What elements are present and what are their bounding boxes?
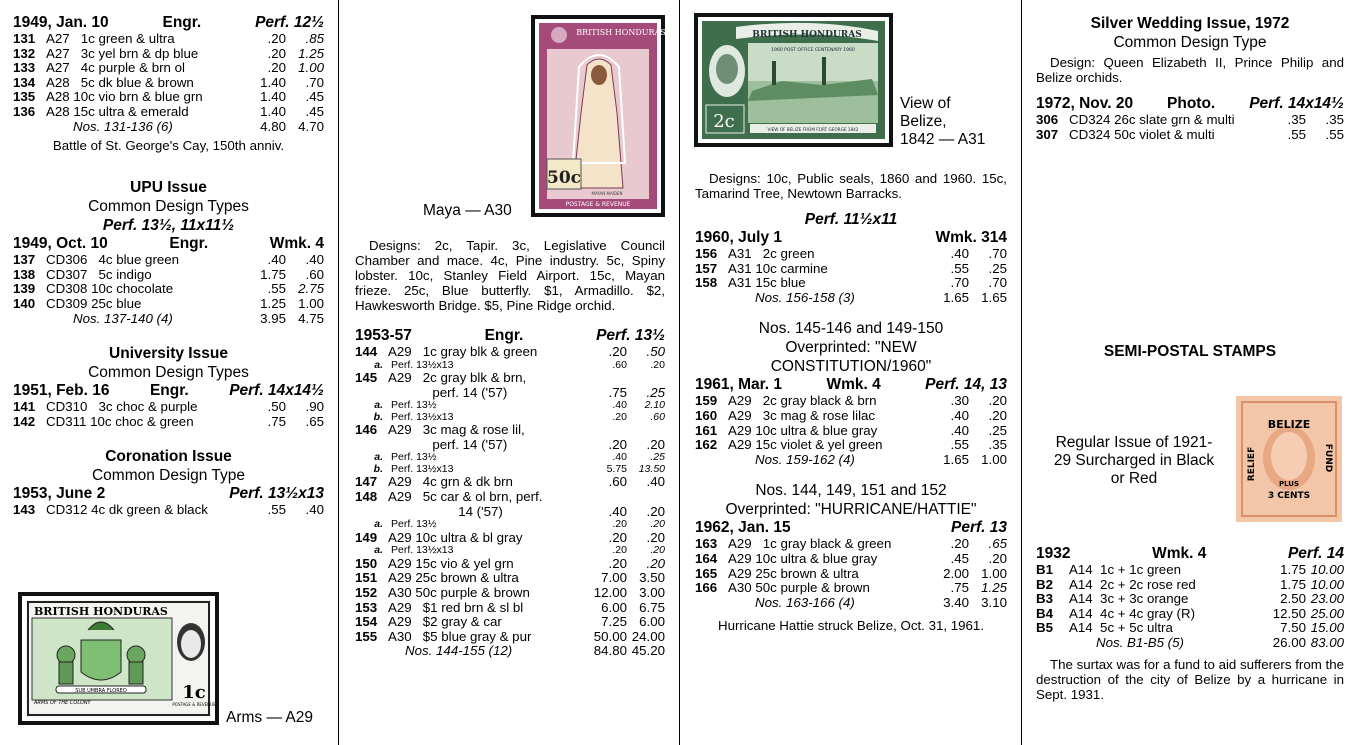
stamp-image-arms	[18, 592, 219, 725]
issue-header: 1972, Nov. 20 Photo. Perf. 14x14½	[1036, 95, 1344, 112]
surtax-note: The surtax was for a fund to aid sufferers from the destruction of the city of Belize by a hurricane in Sept. 1931.	[1036, 656, 1344, 702]
issue-header: 1953-57 Engr. Perf. 13½	[355, 327, 665, 344]
total-row: Nos. 137-140 (4) 3.95 4.75	[73, 310, 324, 326]
stamp-year-text: 1960 POST OFFICE CENTENARY 1960	[771, 48, 855, 53]
stamp-list	[695, 247, 1007, 291]
stamp-row: 164 A29 10c ultra & blue gray .45 .20	[695, 550, 1007, 566]
stamp-row: 151 A29 25c brown & ultra 7.00 3.50	[355, 570, 665, 586]
variety-row: b. Perf. 13½x13 5.75 13.50	[373, 462, 665, 475]
stamp-row: 132 A27 3c yel brn & dp blue .20 1.25	[13, 45, 324, 61]
stamp-list	[695, 394, 1007, 452]
stamp-row: 152 A30 50c purple & brown 12.00 3.00	[355, 585, 665, 601]
stamp-row: 131 A27 1c green & ultra .20 .85	[13, 31, 324, 46]
surcharge-note: Regular Issue of 1921- 29 Surcharged in Black or Red	[1053, 434, 1215, 487]
stamp-row: 155 A30 $5 blue gray & pur 50.00 24.00	[355, 628, 665, 644]
stamp-row: 139 CD308 10c chocolate .55 2.75	[13, 281, 324, 297]
stamp-row: 165 A29 25c brown & ultra 2.00 1.00	[695, 565, 1007, 581]
stamp-list	[13, 400, 324, 429]
total-row: Nos. 131-136 (6) 4.80 4.70	[73, 118, 324, 134]
section-title: UPU Issue	[130, 179, 207, 197]
stamp-row: 134 A28 5c dk blue & brown 1.40 .70	[13, 74, 324, 90]
stamp-caption: View of Belize, 1842 — A31	[900, 95, 986, 148]
stamp-row: 144 A29 1c gray blk & green .20 .50	[355, 344, 665, 359]
stamp-row: 136 A28 15c ultra & emerald 1.40 .45	[13, 103, 324, 119]
surcharge-cents: 3 CENTS	[1267, 491, 1311, 501]
issue-header: 1949, Jan. 10 Engr. Perf. 12½	[13, 14, 324, 31]
stamp-row: 145 A29 2c gray blk & brn,	[355, 370, 527, 386]
variety-row: a. Perf. 13½ .40 2.10	[374, 399, 665, 412]
stamp-caption: Maya — A30	[423, 202, 512, 219]
variety-row: b. Perf. 13½x13 .20 .60	[373, 410, 665, 423]
stamp-row: 150 A29 15c vio & yel grn .20 .20	[355, 555, 665, 571]
issue-note: Battle of St. George's Cay, 150th anniv.	[52, 138, 285, 154]
section-subtitle: Common Design Type	[1113, 34, 1267, 51]
stamp-value: 1c	[182, 682, 206, 703]
stamp-row: B5 A14 5c + 5c ultra 7.50 15.00	[1036, 620, 1344, 636]
stamp-value: 2c	[713, 111, 735, 132]
issue-note: Hurricane Hattie struck Belize, Oct. 31, 1961.	[717, 618, 985, 634]
stamp-row: 143 CD312 4c dk green & black .55 .40	[13, 502, 324, 518]
stamp-row: 14 ('57) .40 .20	[388, 503, 665, 519]
design-note: Design: Queen Elizabeth II, Prince Philip and Belize orchids.	[1036, 55, 1344, 85]
surcharge-left: RELIEF	[1247, 446, 1257, 482]
stamp-list	[1036, 563, 1344, 636]
stamp-row: perf. 14 ('57) .75 .25	[388, 384, 665, 400]
column-3	[680, 0, 1021, 745]
stamp-row: 138 CD307 5c indigo 1.75 .60	[13, 266, 324, 282]
stamp-row: 137 CD306 4c blue green .40 .40	[13, 252, 324, 268]
stamp-row: 166 A30 50c purple & brown .75 1.25	[695, 580, 1007, 596]
overprint-note: Nos. 145-146 and 149-150 Overprinted: "NEW CONSTITUTION/1960"	[758, 320, 944, 376]
stamp-image-relief	[1236, 396, 1342, 522]
stamp-row: 135 A28 10c vio brn & blue grn 1.40 .45	[13, 89, 324, 105]
stamp-list	[13, 253, 324, 311]
stamp-row: 160 A29 3c mag & rose lilac .40 .20	[695, 407, 1007, 423]
designs-note: Designs: 10c, Public seals, 1860 and 1960. 15c, Tamarind Tree, Newtown Barracks.	[695, 171, 1007, 201]
variety-row: a. Perf. 13½x13 .20 .20	[374, 544, 665, 557]
stamp-row: 147 A29 4c grn & dk brn .60 .40	[355, 474, 665, 490]
section-subtitle: Common Design Types	[88, 198, 249, 216]
stamp-country: BRITISH HONDURAS	[34, 605, 168, 618]
stamp-list	[695, 537, 1007, 595]
section-title: Silver Wedding Issue, 1972	[1090, 15, 1290, 32]
issue-header: 1953, June 2 Perf. 13½x13	[13, 485, 324, 503]
semi-postal-block	[1036, 545, 1344, 702]
surcharge-right: FUND	[1323, 443, 1333, 473]
issue-header: 1962, Jan. 15 Perf. 13	[695, 519, 1007, 537]
stamp-list	[13, 503, 324, 518]
stamp-list	[355, 345, 665, 644]
section-title: University Issue	[109, 345, 228, 363]
stamp-value: 50c	[546, 168, 582, 188]
stamp-row: 162 A29 15c violet & yel green .55 .35	[695, 437, 1007, 453]
designs-note: Designs: 2c, Tapir. 3c, Legislative Council Chamber and mace. 4c, Pine industry. 5c, Spiny lobster. 10c, Stanley Field Airport. 15c, Mayan frieze. 25c, Blue butterfly. $1, Armadillo. $2, Hawkesworth Bridge. $5, Pine Ridge orchid.	[355, 238, 665, 313]
stamp-row: B3 A14 3c + 3c orange 2.50 23.00	[1036, 591, 1344, 607]
stamp-row: 163 A29 1c gray black & green .20 .65	[695, 536, 1007, 552]
arms-stamp-graphic	[26, 600, 216, 717]
variety-row: a. Perf. 13½x13 .60 .20	[374, 358, 665, 371]
stamp-row: B2 A14 2c + 2c rose red 1.75 10.00	[1036, 576, 1344, 592]
section-title: SEMI-POSTAL STAMPS	[1103, 343, 1277, 360]
stamp-bottom-text: POSTAGE & REVENUE	[565, 201, 631, 208]
stamp-row: 154 A29 $2 gray & car 7.25 6.00	[355, 614, 665, 630]
stamp-row: 157 A31 10c carmine .55 .25	[695, 260, 1007, 276]
total-row: Nos. 144-155 (12) 84.80 45.20	[405, 643, 665, 659]
stamp-bottom-text: VIEW OF BELIZE FROM FORT GEORGE 1842	[767, 127, 859, 132]
stamp-row: 161 A29 10c ultra & blue gray .40 .25	[695, 422, 1007, 438]
stamp-row: 141 CD310 3c choc & purple .50 .90	[13, 399, 324, 415]
surcharge-plus: PLUS	[1278, 480, 1300, 488]
perf-line: Perf. 11½x11	[804, 211, 898, 228]
stamp-bottom-text: ARMS OF THE COLONY	[34, 700, 91, 706]
issue-header: 1960, July 1 Wmk. 314	[695, 229, 1007, 246]
stamp-row: 159 A29 2c gray black & brn .30 .20	[695, 393, 1007, 409]
stamp-row: B4 A14 4c + 4c gray (R) 12.50 25.00	[1036, 605, 1344, 621]
relief-stamp-graphic	[1236, 396, 1342, 522]
stamp-row: perf. 14 ('57) .20 .20	[388, 436, 665, 452]
total-row: Nos. 159-162 (4) 1.65 1.00	[755, 451, 1007, 467]
stamp-caption: Arms — A29	[226, 709, 313, 726]
stamp-row: 158 A31 15c blue .70 .70	[695, 275, 1007, 291]
column-2	[339, 0, 679, 745]
stamp-row: 148 A29 5c car & ol brn, perf.	[355, 489, 543, 505]
issue-header: 1949, Oct. 10 Engr. Wmk. 4	[13, 235, 324, 253]
total-row: Nos. B1-B5 (5) 26.00 83.00	[1096, 634, 1344, 650]
stamp-row: 153 A29 $1 red brn & sl bl 6.00 6.75	[355, 599, 665, 615]
stamp-row: 146 A29 3c mag & rose lil,	[355, 422, 525, 438]
issue-header: 1961, Mar. 1 Wmk. 4 Perf. 14, 13	[695, 376, 1007, 394]
perf-line: Perf. 13½, 11x11½	[102, 217, 235, 235]
stamp-row: B1 A14 1c + 1c green 1.75 10.00	[1036, 562, 1344, 577]
issue-header: 1951, Feb. 16 Engr. Perf. 14x14½	[13, 382, 324, 400]
stamp-subject: MAYAN MAIDEN	[591, 191, 623, 196]
section-subtitle: Common Design Types	[88, 364, 249, 382]
stamp-postage: POSTAGE & REVENUE	[172, 702, 216, 707]
stamp-list	[13, 32, 324, 120]
section-title: Coronation Issue	[105, 448, 232, 466]
stamp-motto: SUB UMBRA FLOREO	[75, 688, 127, 694]
issue-header: 1932 Wmk. 4 Perf. 14	[1036, 545, 1344, 562]
surcharge-top: BELIZE	[1267, 418, 1311, 431]
section-subtitle: Common Design Type	[91, 467, 246, 485]
stamp-row: 140 CD309 25c blue 1.25 1.00	[13, 295, 324, 311]
stamp-row: 133 A27 4c purple & brn ol .20 1.00	[13, 60, 324, 76]
overprint-note: Nos. 144, 149, 151 and 152 Overprinted: "HURRICANE/HATTIE"	[725, 482, 977, 519]
variety-row: a. Perf. 13½ .40 .25	[374, 451, 665, 464]
stamp-row: 307 CD324 50c violet & multi .55 .55	[1036, 126, 1344, 142]
stamp-row: 149 A29 10c ultra & bl gray .20 .20	[355, 529, 665, 545]
stamp-row: 306 CD324 26c slate grn & multi .35 .35	[1036, 112, 1344, 127]
stamp-row: 142 CD311 10c choc & green .75 .65	[13, 413, 324, 429]
stamp-country: BRITISH HONDURAS	[576, 28, 666, 37]
stamp-row: 156 A31 2c green .40 .70	[695, 246, 1007, 261]
variety-row: a. Perf. 13½ .20 .20	[374, 518, 665, 531]
total-row: Nos. 163-166 (4) 3.40 3.10	[755, 594, 1007, 610]
stamp-country: BRITISH HONDURAS	[752, 30, 862, 40]
stamp-list	[1036, 113, 1344, 142]
total-row: Nos. 156-158 (3) 1.65 1.65	[755, 289, 1007, 305]
